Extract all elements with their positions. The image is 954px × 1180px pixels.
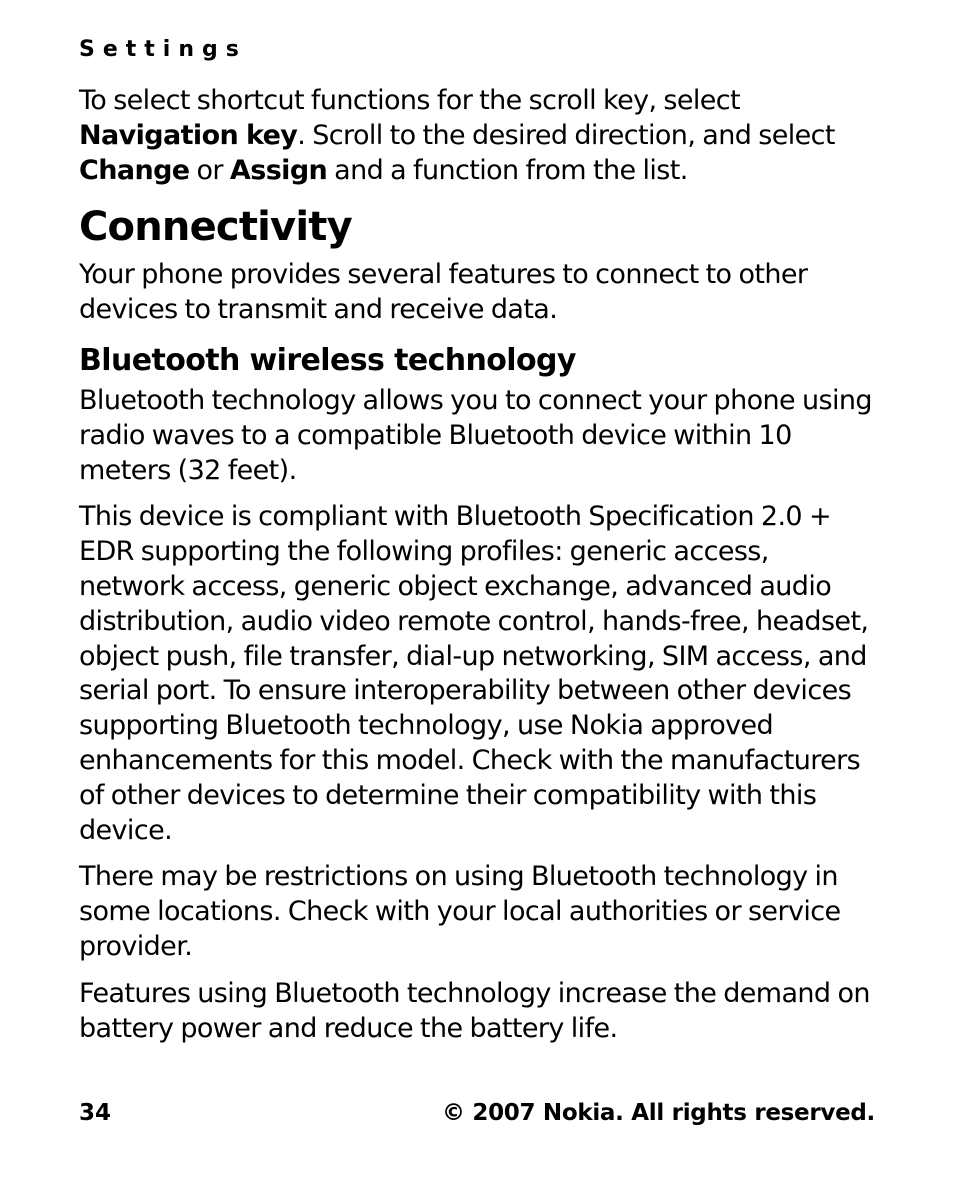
page-number: 34 — [79, 1100, 112, 1126]
connectivity-heading: Connectivity — [79, 204, 352, 251]
intro-text-1: To select shortcut functions for the scroll key, select — [79, 85, 741, 116]
navigation-key-term: Navigation key — [79, 119, 298, 151]
bluetooth-paragraph-2: This device is compliant with Bluetooth Specification 2.0 + EDR supporting the following profiles: generic access, network access, generic object exchange, advanced audio distribution, audio video remote control, hands-free, headset, object push, file transfer, dial-up networking, SIM access, and serial port. To ensure interoperability between other devices supporting Bluetooth technology, use Nokia approved enhancements for this model. Check with the manufacturers of other devices to determine their compatibility with this device. — [79, 501, 869, 846]
assign-term: Assign — [229, 154, 328, 186]
connectivity-paragraph: Your phone provides several features to connect to other devices to transmit and receive data. — [79, 259, 808, 326]
manual-page — [79, 0, 879, 1180]
bluetooth-paragraph-1: Bluetooth technology allows you to connect your phone using radio waves to a compatible Bluetooth device within 10 meters (32 feet). — [79, 384, 872, 486]
bluetooth-paragraph-4: Features using Bluetooth technology increase the demand on battery power and reduce the battery life. — [79, 977, 870, 1044]
bluetooth-heading: Bluetooth wireless technology — [79, 342, 576, 378]
intro-text-3: or — [189, 154, 230, 186]
running-header: Settings — [79, 37, 247, 62]
bluetooth-paragraph-3: There may be restrictions on using Bluetooth technology in some locations. Check with your local authorities or service provider. — [79, 861, 841, 962]
intro-text-2: . Scroll to the desired direction, and select — [297, 119, 835, 151]
intro-paragraph — [79, 84, 879, 188]
intro-text-4: and a function from the list. — [327, 154, 688, 186]
change-term: Change — [79, 154, 190, 186]
page-content — [79, 84, 879, 1058]
copyright-notice: © 2007 Nokia. All rights reserved. — [441, 1100, 875, 1126]
